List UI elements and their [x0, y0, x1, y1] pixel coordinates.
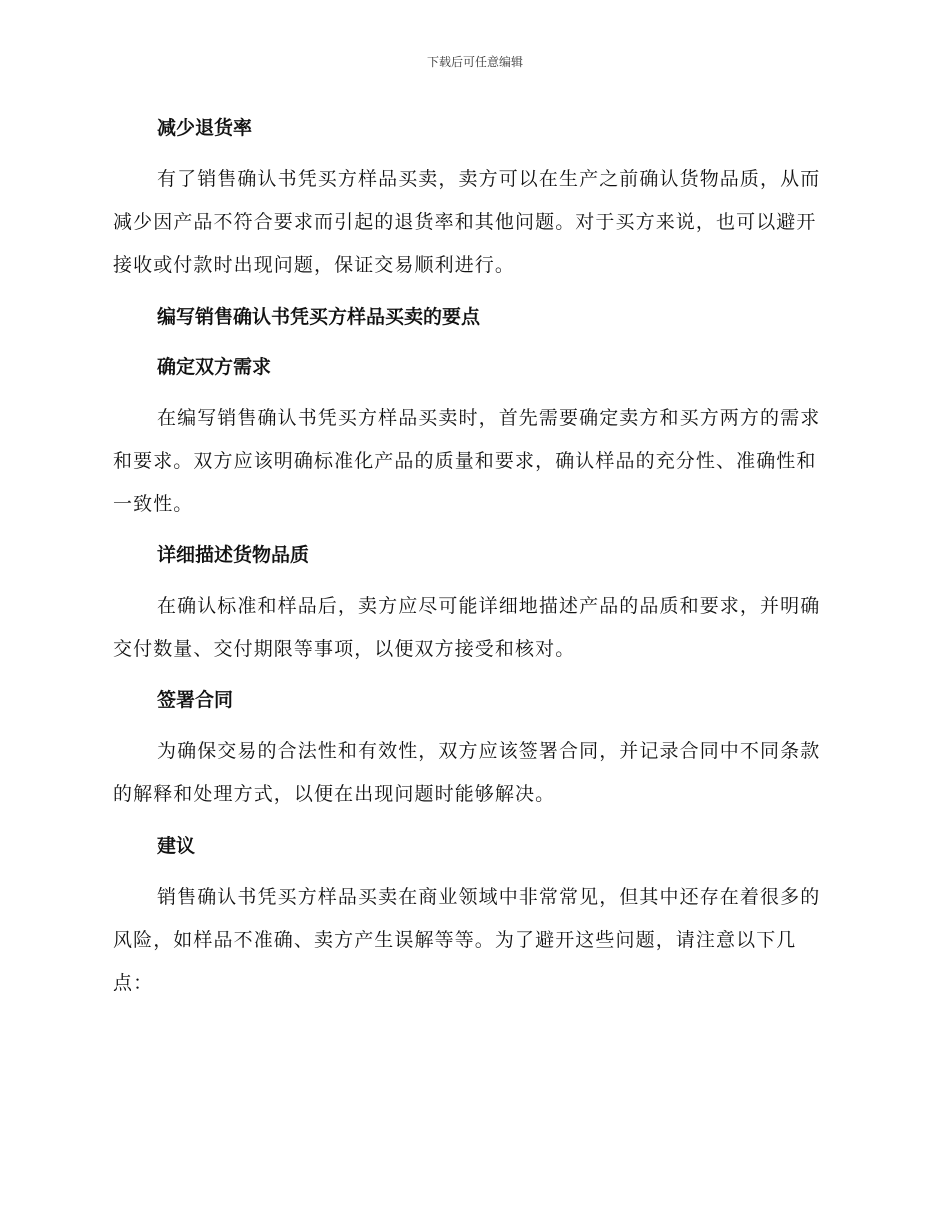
heading-sign-contract: 签署合同: [157, 689, 234, 711]
paragraph-sign-contract: 为确保交易的合法性和有效性，双方应该签署合同，并记录合同中不同条款的解释和处理方式，以便在出现问题时能够解决。: [113, 740, 821, 805]
heading-describe-quality: 详细描述货物品质: [157, 544, 310, 566]
paragraph-reduce-returns: 有了销售确认书凭买方样品买卖，卖方可以在生产之前确认货物品质，从而减少因产品不符合要求而引起的退货率和其他问题。对于买方来说，也可以避开接收或付款时出现问题，保证交易顺利进行。: [113, 168, 821, 276]
page-header-note: 下载后可任意编辑: [426, 55, 523, 69]
heading-suggestions: 建议: [157, 835, 196, 857]
paragraph-describe-quality: 在确认标准和样品后，卖方应尽可能详细地描述产品的品质和要求，并明确交付数量、交付期限等事项，以便双方接受和核对。: [113, 595, 821, 660]
paragraph-determine-needs: 在编写销售确认书凭买方样品买卖时，首先需要确定卖方和买方两方的需求和要求。双方应该明确标准化产品的质量和要求，确认样品的充分性、准确性和一致性。: [113, 407, 821, 515]
heading-reduce-returns: 减少退货率: [157, 117, 253, 139]
paragraph-suggestions: 销售确认书凭买方样品买卖在商业领域中非常常见，但其中还存在着很多的风险，如样品不准确、卖方产生误解等等。为了避开这些问题，请注意以下几点：: [113, 886, 821, 994]
heading-key-points: 编写销售确认书凭买方样品买卖的要点: [157, 306, 481, 328]
heading-determine-needs: 确定双方需求: [157, 356, 272, 378]
